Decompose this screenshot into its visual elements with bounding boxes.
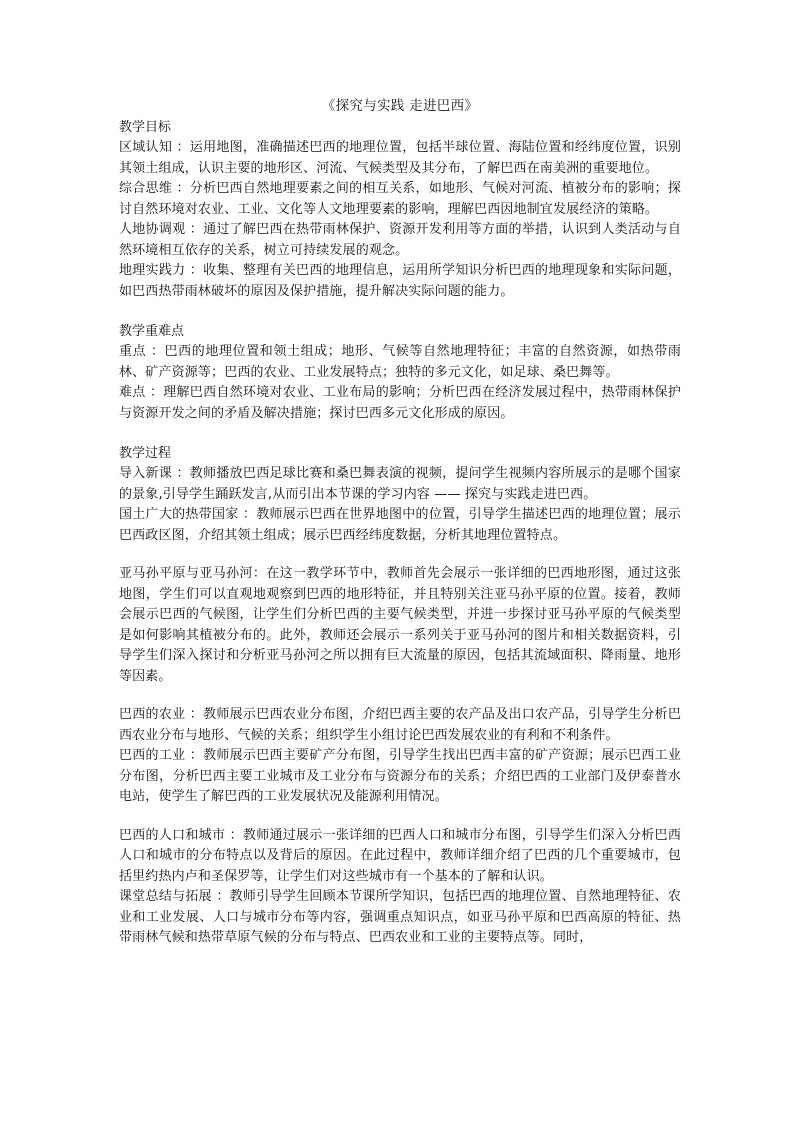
spacer [119,687,681,705]
objective-comprehensive-thinking: 综合思维 ：分析巴西自然地理要素之间的相互关系，如地形、气候对河流、植被分布的影响；探讨自然环境对农业、工业、文化等人文地理要素的影响，理解巴西因地制宜发展经济的策略。 [119,181,681,217]
objectives-heading: 教学目标 [119,120,172,135]
process-agriculture: 巴西的农业 ：教师展示巴西农业分布图，介绍巴西主要的农产品及出口农产品，引导学生分析巴西农业分布与地形、气候的关系；组织学生小组讨论巴西发展农业的有利和不利条件。 [119,707,681,743]
process-introduction: 导入新课 ：教师播放巴西足球比赛和桑巴舞表演的视频，提问学生视频内容所展示的是哪个国家的景象,引导学生踊跃发言,从而引出本节课的学习内容 —— 探究与实践走进巴西。 [119,466,681,502]
objective-geographic-practice: 地理实践力 ：收集、整理有关巴西的地理信息，运用所学知识分析巴西的地理现象和实际问题，如巴西热带雨林破坏的原因及保护措施，提升解决实际问题的能力。 [119,263,681,299]
spacer [119,546,681,564]
objective-human-land-harmony: 人地协调观 ：通过了解巴西在热带雨林保护、资源开发利用等方面的举措，认识到人类活动与自然环境相互依存的关系，树立可持续发展的观念。 [119,222,681,258]
objective-regional-cognition: 区域认知 ：运用地图，准确描述巴西的地理位置，包括半球位置、海陆位置和经纬度位置，识别其领土组成，认识主要的地形区、河流、气候类型及其分布，了解巴西在南美洲的重要地位。 [119,140,681,176]
process-amazon: 亚马孙平原与亚马孙河：在这一教学环节中，教师首先会展示一张详细的巴西地形图，通过这张地图，学生们可以直观地观察到巴西的地形特征，并且特别关注亚马孙平原的位置。接着，教师会展示巴西的气候图，让学生们分析巴西的主要气候类型，并进一步探讨亚马孙平原的气候类型是如何影响其植被分布的。此外，教师还会展示一系列关于亚马孙河的图片和相关数据资料，引导学生们深入探讨和分析亚马孙河之所以拥有巨大流量的原因，包括其流域面积、降雨量、地形等因素。 [119,566,681,684]
document-title: 《探究与实践 走进巴西》 [321,98,479,114]
process-tropical-country: 国土广大的热带国家 ：教师展示巴西在世界地图中的位置，引导学生描述巴西的地理位置；展示巴西政区图，介绍其领土组成；展示巴西经纬度数据，分析其地理位置特点。 [119,507,681,543]
key-point-difficulty: 难点 ：理解巴西自然环境对农业、工业布局的影响；分析巴西在经济发展过程中，热带雨林保护与资源开发之间的矛盾及解决措施；探讨巴西多元文化形成的原因。 [119,385,681,421]
key-point-focus: 重点 ：巴西的地理位置和领土组成；地形、气候等自然地理特征；丰富的自然资源，如热带雨林、矿产资源等；巴西的农业、工业发展特点；独特的多元文化，如足球、桑巴舞等。 [119,344,681,380]
key-points-heading: 教学重难点 [119,324,185,339]
process-industry: 巴西的工业 ：教师展示巴西主要矿产分布图，引导学生找出巴西丰富的矿产资源；展示巴西工业分布图，分析巴西主要工业城市及工业分布与资源分布的关系；介绍巴西的工业部门及伊泰普水电站，使学生了解巴西的工业发展状况及能源利用情况。 [119,748,681,804]
document-page [119,96,681,949]
process-summary: 课堂总结与拓展 ：教师引导学生回顾本节课所学知识，包括巴西的地理位置、自然地理特征、农业和工业发展、人口与城市分布等内容，强调重点知识点，如亚马孙平原和巴西高原的特征、热带雨林气候和热带草原气候的分布与特点、巴西农业和工业的主要特点等。同时， [119,889,681,945]
spacer [119,808,681,826]
spacer [119,302,681,322]
process-population-cities: 巴西的人口和城市 ：教师通过展示一张详细的巴西人口和城市分布图，引导学生们深入分析巴西人口和城市的分布特点以及背后的原因。在此过程中，教师详细介绍了巴西的几个重要城市，包括里约热内卢和圣保罗等，让学生们对这些城市有一个基本的了解和认识。 [119,827,681,884]
spacer [119,424,681,444]
process-heading: 教学过程 [119,446,172,461]
